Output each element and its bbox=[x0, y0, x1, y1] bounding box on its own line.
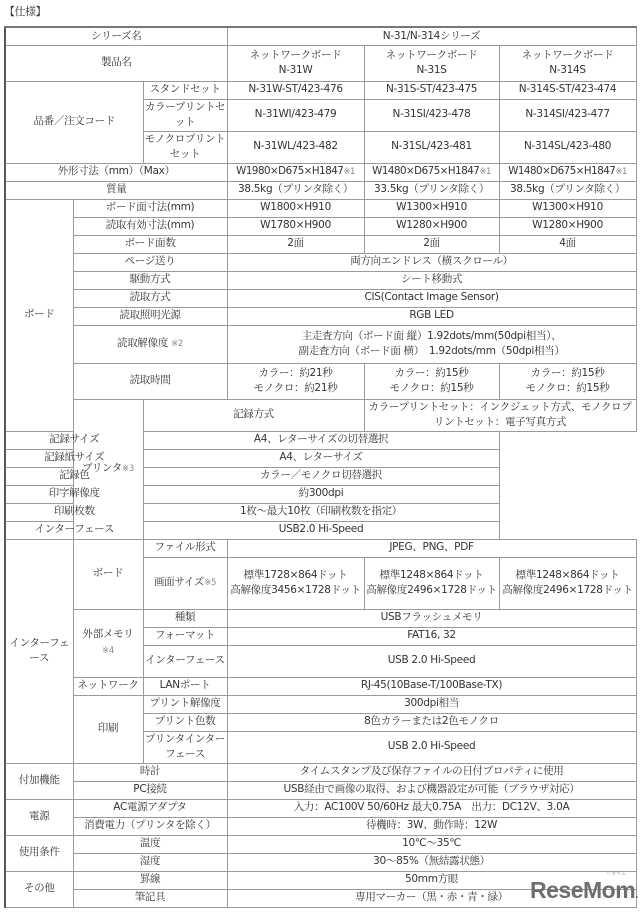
label-board-faces: ボード面数 bbox=[73, 235, 227, 253]
label-network: ネットワーク bbox=[73, 677, 143, 695]
label-read-method: 読取方式 bbox=[73, 289, 227, 307]
label-external-memory: 外部メモリ ※4 bbox=[73, 609, 143, 677]
label-resolution: 読取解像度 ※2 bbox=[73, 325, 227, 363]
label-memory-interface: インターフェース bbox=[143, 645, 227, 677]
label-writing-tools: 筆記具 bbox=[73, 889, 227, 907]
row-ac-adapter bbox=[5, 799, 636, 817]
light-source-value: RGB LED bbox=[227, 307, 636, 325]
print-res-value: 300dpi相当 bbox=[227, 695, 636, 713]
row-resolution bbox=[5, 325, 636, 363]
label-interface-print: 印刷 bbox=[73, 695, 143, 763]
spec-table bbox=[4, 26, 637, 908]
part-mono-2: N-31SL/423-481 bbox=[364, 131, 499, 163]
row-print-res bbox=[5, 695, 636, 713]
label-extra-functions: 付加機能 bbox=[5, 763, 73, 799]
row-print-count bbox=[5, 503, 636, 521]
label-stand-set: スタンドセット bbox=[143, 81, 227, 99]
part-mono-1: N-31WL/423-482 bbox=[227, 131, 364, 163]
writing-tools-value: 専用マーカー（黒・赤・青・緑） bbox=[227, 889, 636, 907]
label-board-section: ボード bbox=[5, 199, 73, 431]
surface-size-2: W1300×H910 bbox=[364, 199, 499, 217]
lan-port-value: RJ-45(10Base-T/100Base-TX) bbox=[227, 677, 636, 695]
row-humidity bbox=[5, 853, 636, 871]
row-file-format bbox=[5, 539, 636, 557]
resolution-value: 主走査方向（ボード面 縦）1.92dots/mm(50dpi相当）、 副走査方向（ボード面 横） 1.92dots/mm（50dpi相当） bbox=[227, 325, 636, 363]
label-clock: 時計 bbox=[73, 763, 227, 781]
label-mono-print-set: モノクロプリントセット bbox=[143, 131, 227, 163]
record-color-value: カラー／モノクロ切替選択 bbox=[143, 467, 499, 485]
row-record-size bbox=[5, 431, 636, 449]
row-product bbox=[5, 45, 636, 81]
label-ac-adapter: AC電源アダプタ bbox=[73, 799, 227, 817]
read-time-3: カラー：約15秒 モノクロ：約15秒 bbox=[499, 363, 636, 399]
label-lan-port: LANポート bbox=[143, 677, 227, 695]
memory-interface-value: USB 2.0 Hi-Speed bbox=[227, 645, 636, 677]
humidity-value: 30～85%（無結露状態） bbox=[227, 853, 636, 871]
board-faces-3: 4面 bbox=[499, 235, 636, 253]
print-interface-value: USB 2.0 Hi-Speed bbox=[227, 731, 636, 763]
label-surface-size: ボード面寸法(mm) bbox=[73, 199, 227, 217]
part-color-3: N-314SI/423-477 bbox=[499, 99, 636, 131]
row-record-method bbox=[5, 399, 636, 431]
product-model-1: ネットワークボード N-31W bbox=[227, 45, 364, 81]
screen-size-2: 標準1248×864ドット 高解像度2496×1728ドット bbox=[364, 557, 499, 609]
label-file-format: ファイル形式 bbox=[143, 539, 227, 557]
read-area-2: W1280×H900 bbox=[364, 217, 499, 235]
label-printer-section: プリンタ※3 bbox=[73, 399, 143, 539]
row-clock bbox=[5, 763, 636, 781]
record-method-value: カラープリントセット：インクジェット方式、モノクロプリントセット：電子写真方式 bbox=[364, 399, 636, 431]
row-weight bbox=[5, 181, 636, 199]
label-record-method: 記録方式 bbox=[143, 399, 364, 431]
label-print-res: プリント解像度 bbox=[143, 695, 227, 713]
dimensions-2: W1480×D675×H1847※1 bbox=[364, 163, 499, 181]
page-feed-value: 両方向エンドレス（横スクロール） bbox=[227, 253, 636, 271]
label-color-print-set: カラープリントセット bbox=[143, 99, 227, 131]
row-pc-connection bbox=[5, 781, 636, 799]
board-faces-1: 2面 bbox=[227, 235, 364, 253]
product-model-2: ネットワークボード N-31S bbox=[364, 45, 499, 81]
product-model-3: ネットワークボード N-314S bbox=[499, 45, 636, 81]
label-read-area: 読取有効寸法(mm) bbox=[73, 217, 227, 235]
row-light-source bbox=[5, 307, 636, 325]
row-temperature bbox=[5, 835, 636, 853]
grid-lines-value: 50mm方眼 bbox=[227, 871, 636, 889]
screen-size-1: 標準1728×864ドット 高解像度3456×1728ドット bbox=[227, 557, 364, 609]
label-humidity: 湿度 bbox=[73, 853, 227, 871]
memory-format-value: FAT16, 32 bbox=[227, 627, 636, 645]
label-dimensions: 外形寸法（mm）（Max） bbox=[5, 163, 227, 181]
label-other: その他 bbox=[5, 871, 73, 907]
board-faces-2: 2面 bbox=[364, 235, 499, 253]
row-dimensions bbox=[5, 163, 636, 181]
label-print-count: 印刷枚数 bbox=[5, 503, 143, 521]
read-method-value: CIS(Contact Image Sensor) bbox=[227, 289, 636, 307]
label-operating-conditions: 使用条件 bbox=[5, 835, 73, 871]
part-color-1: N-31WI/423-479 bbox=[227, 99, 364, 131]
part-mono-3: N-314SL/423-480 bbox=[499, 131, 636, 163]
resemom-watermark-logo: ReseMom. リセマム bbox=[530, 871, 638, 903]
label-series: シリーズ名 bbox=[5, 27, 227, 45]
label-part-numbers: 品番／注文コード bbox=[5, 81, 143, 163]
weight-2: 33.5kg（プリンタ除く） bbox=[364, 181, 499, 199]
label-interface-section: インターフェース bbox=[5, 539, 73, 763]
part-stand-3: N-314S-ST/423-474 bbox=[499, 81, 636, 99]
value-series: N-31/N-314シリーズ bbox=[227, 27, 636, 45]
row-power-consumption bbox=[5, 817, 636, 835]
label-power-consumption: 消費電力（プリンタを除く） bbox=[73, 817, 227, 835]
note-marker: ※3 bbox=[122, 463, 134, 474]
part-stand-1: N-31W-ST/423-476 bbox=[227, 81, 364, 99]
row-network bbox=[5, 677, 636, 695]
label-record-color: 記録色 bbox=[5, 467, 143, 485]
dimensions-3: W1480×D675×H1847※1 bbox=[499, 163, 636, 181]
read-time-2: カラー：約15秒 モノクロ：約15秒 bbox=[364, 363, 499, 399]
part-color-2: N-31SI/423-478 bbox=[364, 99, 499, 131]
label-power: 電源 bbox=[5, 799, 73, 835]
row-memory-type bbox=[5, 609, 636, 627]
weight-1: 38.5kg（プリンタ除く） bbox=[227, 181, 364, 199]
row-read-method bbox=[5, 289, 636, 307]
label-print-interface: プリンタインターフェース bbox=[143, 731, 227, 763]
label-memory-format: フォーマット bbox=[143, 627, 227, 645]
row-page-feed bbox=[5, 253, 636, 271]
label-pc-connection: PC接続 bbox=[73, 781, 227, 799]
read-area-3: W1280×H900 bbox=[499, 217, 636, 235]
screen-size-3: 標準1248×864ドット 高解像度2496×1728ドット bbox=[499, 557, 636, 609]
row-board-surface bbox=[5, 199, 636, 217]
part-stand-2: N-31S-ST/423-475 bbox=[364, 81, 499, 99]
printer-interface-value: USB2.0 Hi-Speed bbox=[143, 521, 499, 539]
note-marker: ※2 bbox=[171, 338, 183, 349]
label-print-colors: プリント色数 bbox=[143, 713, 227, 731]
record-size-value: A4、レターサイズの切替選択 bbox=[143, 431, 499, 449]
print-colors-value: 8色カラーまたは2色モノクロ bbox=[227, 713, 636, 731]
row-series bbox=[5, 27, 636, 45]
label-record-size: 記録サイズ bbox=[5, 431, 143, 449]
ac-adapter-value: 入力：AC100V 50/60Hz 最大0.75A 出力：DC12V、3.0A bbox=[227, 799, 636, 817]
row-paper-size bbox=[5, 449, 636, 467]
paper-size-value: A4、レターサイズ bbox=[143, 449, 499, 467]
note-marker: ※1 bbox=[343, 166, 355, 177]
label-grid-lines: 罫線 bbox=[73, 871, 227, 889]
label-printer-interface: インターフェース bbox=[5, 521, 143, 539]
row-board-faces bbox=[5, 235, 636, 253]
label-print-resolution: 印字解像度 bbox=[5, 485, 143, 503]
label-drive: 駆動方式 bbox=[73, 271, 227, 289]
label-screen-size: 画面サイズ※5 bbox=[143, 557, 227, 609]
label-memory-type: 種類 bbox=[143, 609, 227, 627]
print-count-value: 1枚～最大10枚（印刷枚数を指定） bbox=[143, 503, 499, 521]
label-temperature: 温度 bbox=[73, 835, 227, 853]
row-printer-interface bbox=[5, 521, 636, 539]
print-resolution-value: 約300dpi bbox=[143, 485, 499, 503]
temperature-value: 10℃～35℃ bbox=[227, 835, 636, 853]
spec-heading: 【仕様】 bbox=[4, 5, 46, 18]
pc-connection-value: USB経由で画像の取得、および機器設定が可能（ブラウザ対応） bbox=[227, 781, 636, 799]
label-read-time: 読取時間 bbox=[73, 363, 227, 399]
file-format-value: JPEG、PNG、PDF bbox=[227, 539, 636, 557]
row-part-stand bbox=[5, 81, 636, 99]
clock-value: タイムスタンプ及び保存ファイルの日付プロパティに使用 bbox=[227, 763, 636, 781]
power-consumption-value: 待機時：3W、動作時：12W bbox=[227, 817, 636, 835]
row-drive bbox=[5, 271, 636, 289]
weight-3: 38.5kg（プリンタ除く） bbox=[499, 181, 636, 199]
read-time-1: カラー：約21秒 モノクロ：約21秒 bbox=[227, 363, 364, 399]
row-print-resolution bbox=[5, 485, 636, 503]
note-marker: ※1 bbox=[479, 166, 491, 177]
label-weight: 質量 bbox=[5, 181, 227, 199]
label-paper-size: 記録紙サイズ bbox=[5, 449, 143, 467]
surface-size-3: W1300×H910 bbox=[499, 199, 636, 217]
row-read-area bbox=[5, 217, 636, 235]
note-marker: ※1 bbox=[615, 166, 627, 177]
label-product: 製品名 bbox=[5, 45, 227, 81]
dimensions-1: W1980×D675×H1847※1 bbox=[227, 163, 364, 181]
label-page-feed: ページ送り bbox=[73, 253, 227, 271]
note-marker: ※5 bbox=[204, 577, 217, 588]
label-light-source: 読取照明光源 bbox=[73, 307, 227, 325]
label-interface-board: ボード bbox=[73, 539, 143, 609]
drive-value: シート移動式 bbox=[227, 271, 636, 289]
row-read-time bbox=[5, 363, 636, 399]
surface-size-1: W1800×H910 bbox=[227, 199, 364, 217]
memory-type-value: USBフラッシュメモリ bbox=[227, 609, 636, 627]
note-marker: ※4 bbox=[102, 645, 114, 656]
read-area-1: W1780×H900 bbox=[227, 217, 364, 235]
